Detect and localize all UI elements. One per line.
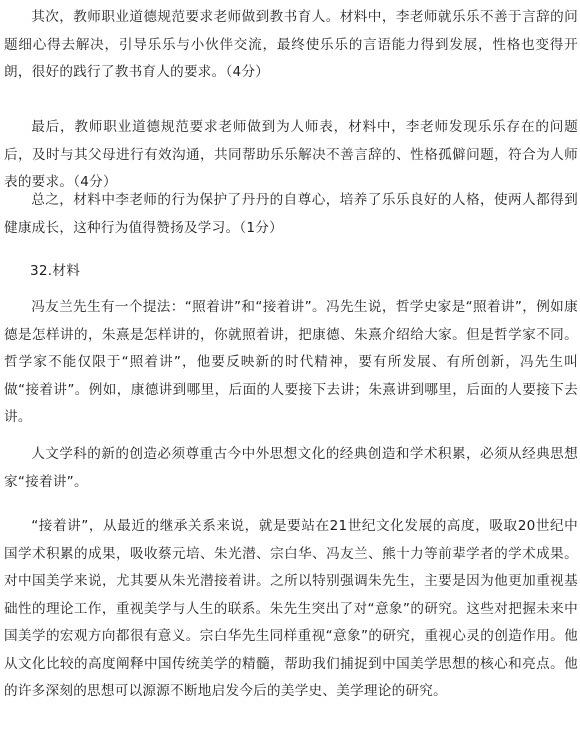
answer-paragraph-second: 其次，教师职业道德规范要求老师做到教书育人。材料中，李老师就乐乐不善于言辞的问题细心得去解决，引导乐乐与小伙伴交流，最终使乐乐的言语能力得到发展，性格也变得开朗，很好的践行了教书育人的要求。（4分） (4, 9, 578, 80)
material-paragraph-2: 人文学科的新的创造必须尊重古今中外思想文化的经典创造和学术积累，必须从经典思想家“接着讲”。 (4, 446, 578, 490)
material-paragraph-1: 冯友兰先生有一个提法：“照着讲”和“接着讲”。冯先生说，哲学史家是“照着讲”，例如康德是怎样讲的，朱熹是怎样讲的，你就照着讲，把康德、朱熹介绍给大家。但是哲学家不同。哲学家不能仅限于“照着讲”，他要反映新的时代精神，要有所发展、有所创新，冯先生叫做“接着讲”。例如，康德讲到哪里，后面的人要接下去讲；朱熹讲到哪里，后面的人要接下去讲。 (4, 299, 578, 425)
material-paragraph-3: “接着讲”，从最近的继承关系来说，就是要站在21世纪文化发展的高度，吸取20世纪中国学术积累的成果，吸收蔡元培、朱光潜、宗白华、冯友兰、熊十力等前辈学者的学术成果。对中国美学来说，尤其要从朱光潜接着讲。之所以特别强调朱先生，主要是因为他更加重视基础性的理论工作，重视美学与人生的联系。朱先生突出了对“意象”的研究。这些对把握未来中国美学的宏观方向都很有意义。宗白华先生同样重视“意象”的研究，重视心灵的创造作用。他从文化比较的高度阐释中国传统美学的精髓，帮助我们捕捉到中国美学思想的核心和亮点。他的许多深刻的思想可以源源不断地启发今后的美学史、美学理论的研究。 (4, 518, 578, 699)
question-label: 32.材料 (30, 263, 81, 279)
answer-paragraph-finally: 最后，教师职业道德规范要求老师做到为人师表，材料中，李老师发现乐乐存在的问题后，及时与其父母进行有效沟通，共同帮助乐乐解决不善言辞的、性格孤僻问题，符合为人师表的要求。（4分） (4, 119, 578, 190)
answer-paragraph-summary: 总之，材料中李老师的行为保护了丹丹的自尊心，培养了乐乐良好的人格，使两人都得到健康成长，这种行为值得赞扬及学习。（1分） (4, 192, 578, 236)
